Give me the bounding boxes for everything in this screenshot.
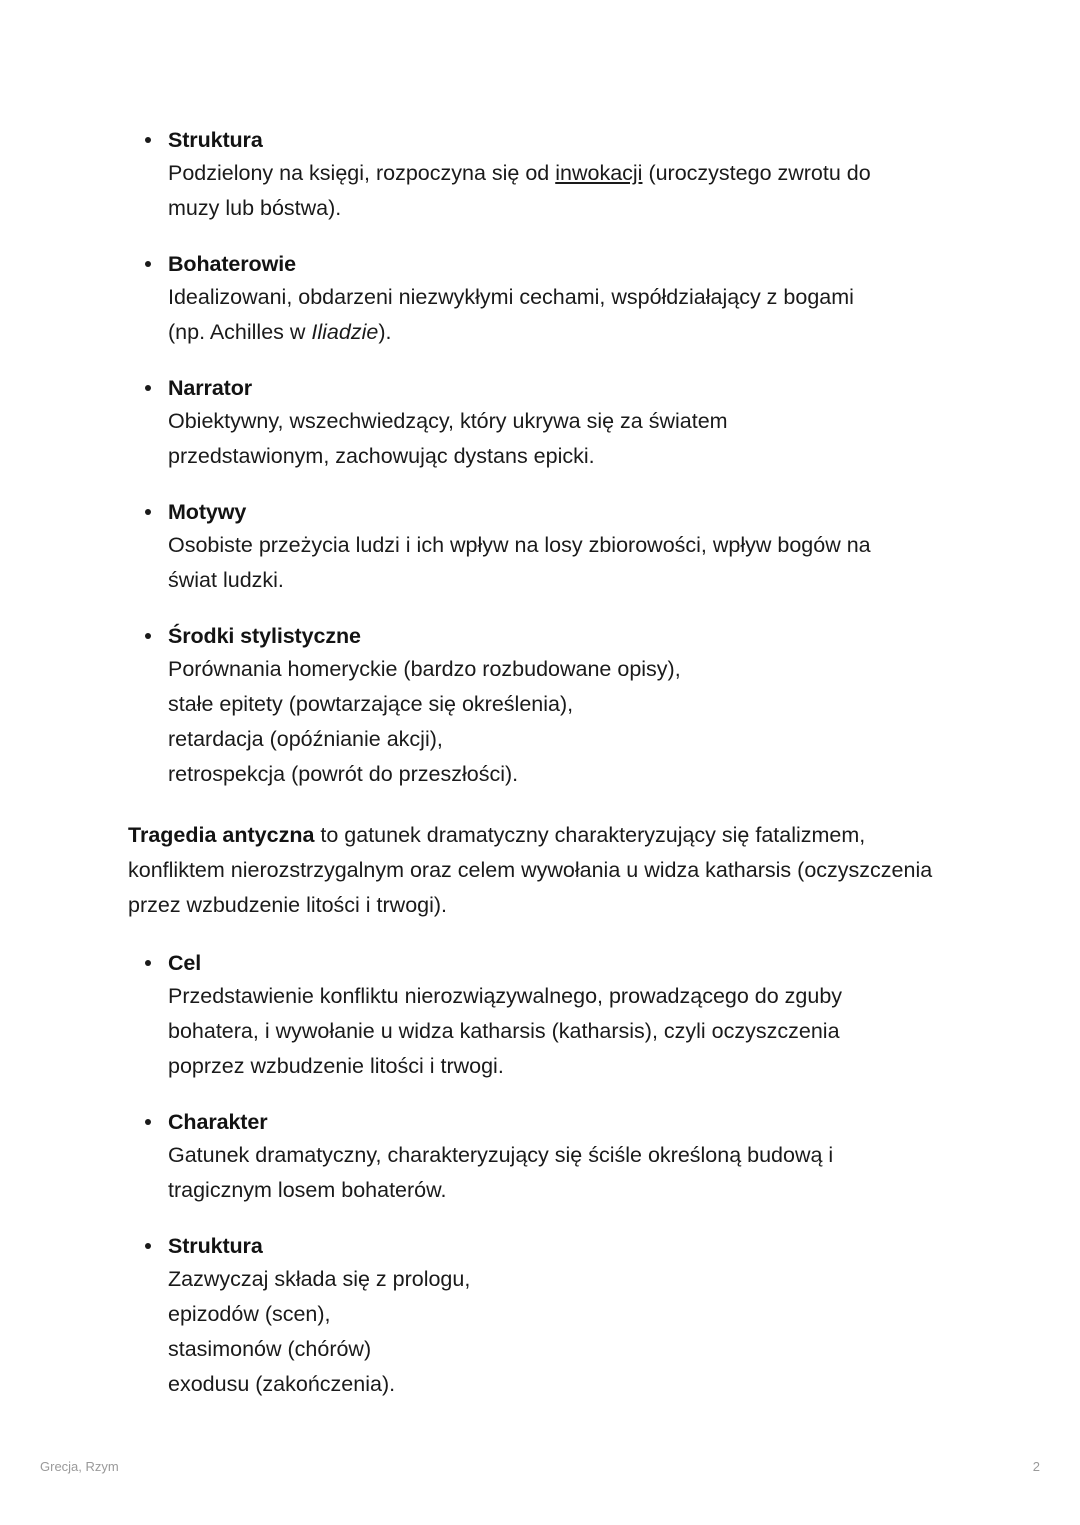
text-run: Podzielony na księgi, rozpoczyna się od [168,161,556,185]
text-line: retardacja (opóźnianie akcji), [168,727,443,751]
text-run: to gatunek dramatyczny charakteryzujący się fatalizmem, [314,823,866,847]
bullet-term: Narrator [168,376,253,400]
italic-title: Iliadzie [311,320,379,344]
text-line: Przedstawienie konfliktu nierozwiązywalnego, prowadzącego do zguby [168,984,843,1008]
list-item [128,1230,940,1402]
bullet-description [168,1138,940,1208]
text-line: Gatunek dramatyczny, charakteryzujący się ściśle określoną budową i [168,1143,834,1167]
list-item [128,372,940,474]
page-footer [40,1458,1040,1476]
list-item [128,620,940,792]
bullet-description [168,280,940,350]
bullet-description [168,528,940,598]
list-item [128,496,940,598]
bullet-dot-icon [145,261,151,267]
text-run: konfliktem nierozstrzygalnym oraz celem wywołania u widza katharsis [128,858,792,882]
bullet-dot-icon [145,1243,151,1249]
bullet-term: Motywy [168,500,247,524]
bullet-term: Bohaterowie [168,252,296,276]
list-item [128,124,940,226]
page-number: 2 [1032,1459,1040,1474]
text-line [168,156,940,191]
text-line: retrospekcja (powrót do przeszłości). [168,762,519,786]
text-line [168,315,940,350]
text-run: (oczyszczenia przez wzbudzenie litości i trwogi). [128,858,933,917]
bullet-dot-icon [145,385,151,391]
epic-features-list [128,124,940,792]
text-run: ). [378,320,392,344]
list-item [128,1106,940,1208]
paragraph-lead-term: Tragedia antyczna [128,823,315,847]
bullet-term: Środki stylistyczne [168,624,361,648]
bullet-term: Struktura [168,1234,263,1258]
bullet-description [168,1262,940,1402]
tragedy-definition-paragraph [128,818,940,923]
text-line: Osobiste przeżycia ludzi i ich wpływ na losy zbiorowości, wpływ bogów na [168,533,871,557]
bullet-term: Charakter [168,1110,268,1134]
text-line: tragicznym losem bohaterów. [168,1178,447,1202]
text-line: Zazwyczaj składa się z prologu, [168,1267,471,1291]
text-line: Obiektywny, wszechwiedzący, który ukrywa się za światem [168,409,728,433]
text-line: exodusu (zakończenia). [168,1372,396,1396]
text-line: przedstawionym, zachowując dystans epicki. [168,444,595,468]
document-content [128,124,940,1402]
text-line: Porównania homeryckie (bardzo rozbudowane opisy), [168,657,681,681]
bullet-dot-icon [145,1119,151,1125]
list-item [128,248,940,350]
underlined-term: inwokacji [555,161,643,185]
bullet-dot-icon [145,509,151,515]
text-line: bohatera, i wywołanie u widza katharsis (katharsis), czyli oczyszczenia [168,1019,840,1043]
bullet-dot-icon [145,633,151,639]
bullet-description [168,156,940,226]
text-line: świat ludzki. [168,568,284,592]
text-line: epizodów (scen), [168,1302,331,1326]
bullet-term: Cel [168,951,202,975]
tragedy-features-list [128,947,940,1402]
text-line: stasimonów (chórów) [168,1337,372,1361]
text-line: Idealizowani, obdarzeni niezwykłymi cechami, współdziałający z bogami [168,285,854,309]
bullet-description [168,979,940,1084]
bullet-description [168,404,940,474]
footer-label: Grecja, Rzym [40,1459,119,1474]
bullet-dot-icon [145,137,151,143]
text-run: (uroczystego zwrotu do [642,161,871,185]
bullet-dot-icon [145,960,151,966]
text-run: (np. Achilles w [168,320,312,344]
text-line: stałe epitety (powtarzające się określenia), [168,692,574,716]
text-line: poprzez wzbudzenie litości i trwogi. [168,1054,504,1078]
text-line: muzy lub bóstwa). [168,196,342,220]
bullet-term: Struktura [168,128,263,152]
bullet-description [168,652,940,792]
list-item [128,947,940,1084]
